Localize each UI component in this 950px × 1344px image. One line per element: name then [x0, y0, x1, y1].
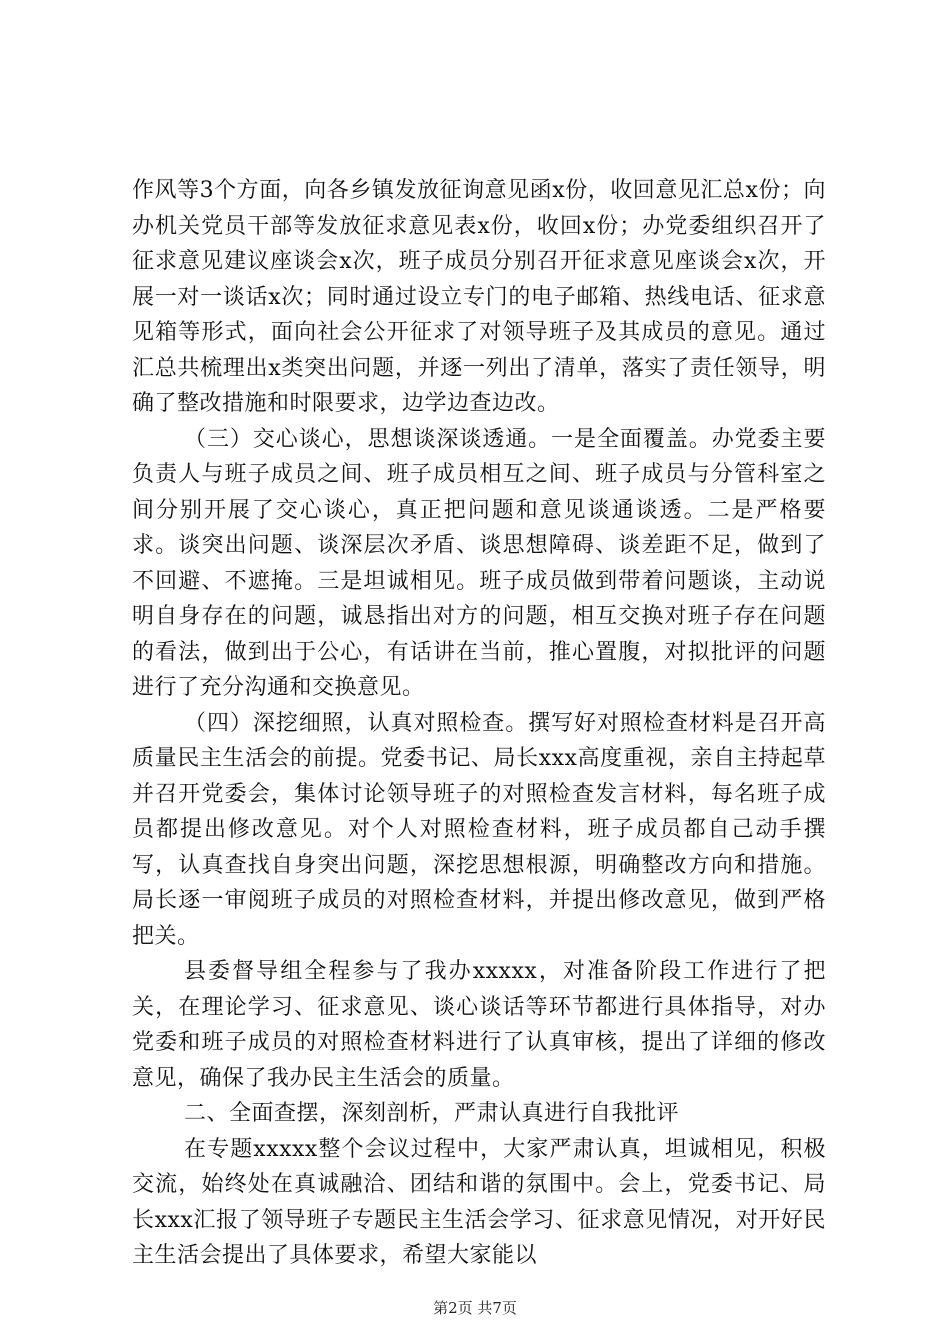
paragraph-4: 县委督导组全程参与了我办xxxxx，对准备阶段工作进行了把关，在理论学习、征求意见、谈心谈话等环节都进行具体指导，对办党委和班子成员的对照检查材料进行了认真审核，提出了详细的修改意见，确保了我办民主生活会的质量。: [132, 959, 826, 1091]
document-body: [132, 173, 826, 1274]
paragraph-2: （三）交心谈心，思想谈深谈透通。一是全面覆盖。办党委主要负责人与班子成员之间、班子成员相互之间、班子成员与分管科室之间分别开展了交心谈心，真正把问题和意见谈通谈透。二是严格要求。谈突出问题、谈深层次矛盾、谈思想障碍、谈差距不足，做到了不回避、不遮掩。三是坦诚相见。班子成员做到带着问题谈，主动说明自身存在的问题，诚恳指出对方的问题，相互交换对班子存在问题的看法，做到出于公心，有话讲在当前，推心置腹，对拟批评的问题进行了充分沟通和交换意见。: [132, 426, 826, 700]
paragraph-5: 在专题xxxxx整个会议过程中，大家严肃认真，坦诚相见，积极交流，始终处在真诚融洽、团结和谐的氛围中。会上，党委书记、局长xxx汇报了领导班子专题民主生活会学习、征求意见情况，对开好民主生活会提出了具体要求，希望大家能以: [132, 1136, 826, 1268]
paragraph-1: 作风等3个方面，向各乡镇发放征询意见函x份，收回意见汇总x份；向办机关党员干部等发放征求意见表x份，收回x份；办党委组织召开了征求意见建议座谈会x次，班子成员分别召开征求意见座谈会x次，开展一对一谈话x次；同时通过设立专门的电子邮箱、热线电话、征求意见箱等形式，面向社会公开征求了对领导班子及其成员的意见。通过汇总共梳理出x类突出问题，并逐一列出了清单，落实了责任领导，明确了整改措施和时限要求，边学边查边改。: [132, 178, 826, 416]
section-heading: 二、全面查摆，深刻剖析，严肃认真进行自我批评: [184, 1101, 680, 1126]
page-number-footer: 第2页 共7页: [433, 1299, 517, 1317]
paragraph-3: （四）深挖细照，认真对照检查。撰写好对照检查材料是召开高质量民主生活会的前提。党委书记、局长xxx高度重视，亲自主持起草并召开党委会，集体讨论领导班子的对照检查发言材料，每名班子成员都提出修改意见。对个人对照检查材料，班子成员都自己动手撰写，认真查找自身突出问题，深挖思想根源，明确整改方向和措施。局长逐一审阅班子成员的对照检查材料，并提出修改意见，做到严格把关。: [132, 710, 826, 949]
